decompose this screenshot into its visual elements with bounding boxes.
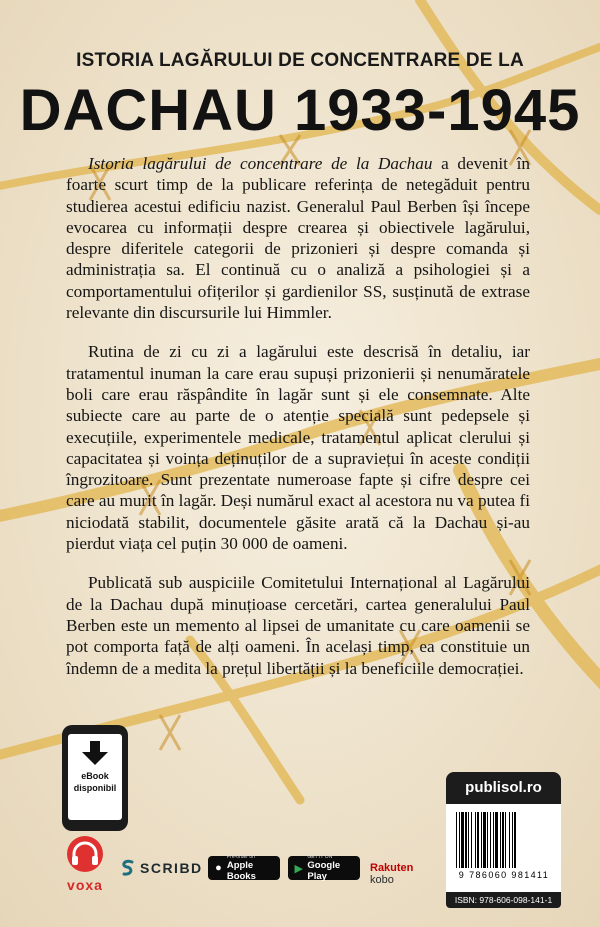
- blurb: [66, 153, 530, 697]
- headphones-icon: [60, 832, 110, 876]
- barcode-bar: [461, 812, 464, 868]
- barcode-digits: 9 786060 981411: [458, 870, 550, 880]
- blurb-paragraph-2: Rutina de zi cu zi a lagărului este descrisă în detaliu, iar tratamentul inuman la care erau supuși prizonierii și nenumăratele boli care erau răspândite în lagăr sunt și ele consemnate. Alte subiecte care au parte de o atenție specială sunt pedepsele și execuțiile, experimentele medicale, tratamentul aplicat clerului și capacitatea și voința deținuților de a supraviețui în aceste condiții îngrozitoare. Sunt prezentate numeroase fapte și cifre despre cei care au murit în lagăr. Deși numărul exact al acestora nu va putea fi niciodată stabilit, documentele găsite arată că la Dachau și-au pierdut viața cel puțin 30 000 de oameni.: [66, 342, 530, 554]
- book-supertitle: ISTORIA LAGĂRULUI DE CONCENTRARE DE LA: [76, 50, 524, 71]
- google-play-small: GET IT ON: [307, 854, 333, 860]
- scribd-icon: [120, 859, 136, 877]
- apple-books-small: Pre-order on: [226, 854, 255, 860]
- barcode-bar: [465, 812, 467, 868]
- google-play-text: [307, 854, 360, 882]
- barcode-bar: [505, 812, 506, 868]
- barcode-bar: [514, 812, 516, 868]
- apple-books-badge[interactable]: [208, 856, 280, 880]
- barcode: [446, 804, 561, 892]
- barcode-bar: [495, 812, 498, 868]
- store-logos: [60, 832, 440, 892]
- barcode-bar: [512, 812, 513, 868]
- isbn-label: ISBN: 978-606-098-141-1: [446, 892, 561, 908]
- voxa-logo[interactable]: [60, 832, 110, 892]
- barcode-bar: [509, 812, 510, 868]
- barcode-bar: [456, 812, 457, 868]
- apple-books-text: [227, 854, 280, 882]
- barcode-bar: [493, 812, 494, 868]
- barcode-bar: [487, 812, 488, 868]
- barcode-bar: [500, 812, 501, 868]
- voxa-label: voxa: [67, 877, 103, 893]
- barcode-bar: [477, 812, 479, 868]
- barcode-bar: [490, 812, 491, 868]
- apple-books-big: Apple Books: [226, 860, 256, 882]
- barcode-bar: [483, 812, 486, 868]
- book-title-italic: Istoria lagărului de concentrare de la Dachau: [88, 154, 433, 173]
- publisher-site[interactable]: publisol.ro: [446, 772, 561, 804]
- ebook-label: [68, 770, 122, 794]
- barcode-bar: [475, 812, 476, 868]
- barcode-bar: [468, 812, 469, 868]
- scribd-logo[interactable]: [120, 857, 203, 879]
- rakuten-kobo-logo[interactable]: [370, 862, 440, 886]
- ebook-screen: [68, 734, 122, 820]
- barcode-bar: [459, 812, 460, 868]
- barcode-bar: [471, 812, 472, 868]
- ebook-badge: [62, 725, 128, 831]
- blurb-paragraph-1: [66, 153, 530, 323]
- book-title: DACHAU 1933-1945: [19, 78, 581, 143]
- barcode-bars: [446, 804, 561, 870]
- ebook-label-line1: eBook: [81, 771, 109, 781]
- ebook-label-line2: disponibil: [73, 783, 117, 793]
- google-play-big: Google Play: [307, 860, 341, 882]
- apple-icon: ●: [215, 862, 222, 874]
- blurb-paragraph-1-text: a devenit în foarte scurt timp de la publicare referința de netegăduit pentru studierea acestui edificiu nazist. Generalul Paul Berben își începe evocarea cu informații despre crearea și obiectivele lagărului, despre diferitele categorii de prizonieri și despre comanda și administrația sa. El continuă cu o analiză a psihologiei și a comportamentului ofițerilor și gardienilor SS, susținută de extrase relevante din discursurile lui Himmler.: [66, 154, 530, 323]
- google-play-icon: ▶: [294, 862, 303, 875]
- blurb-paragraph-3: Publicată sub auspiciile Comitetului Internațional al Lagărului de la Dachau după minuțioase cercetări, cartea generalului Paul Berben este un memento al lipsei de umanitate cu care oamenii se pot comporta față de alți oameni. În același timp, ea constituie un îndemn de a medita la prețul libertății și la beneficiile democrației.: [66, 573, 530, 678]
- google-play-badge[interactable]: [288, 856, 360, 880]
- scribd-label: SCRIBD: [140, 860, 203, 876]
- download-icon: [68, 736, 122, 770]
- barcode-bar: [502, 812, 504, 868]
- barcode-bar: [481, 812, 482, 868]
- rakuten-label: Rakuten: [370, 862, 414, 874]
- kobo-label: kobo: [370, 874, 394, 886]
